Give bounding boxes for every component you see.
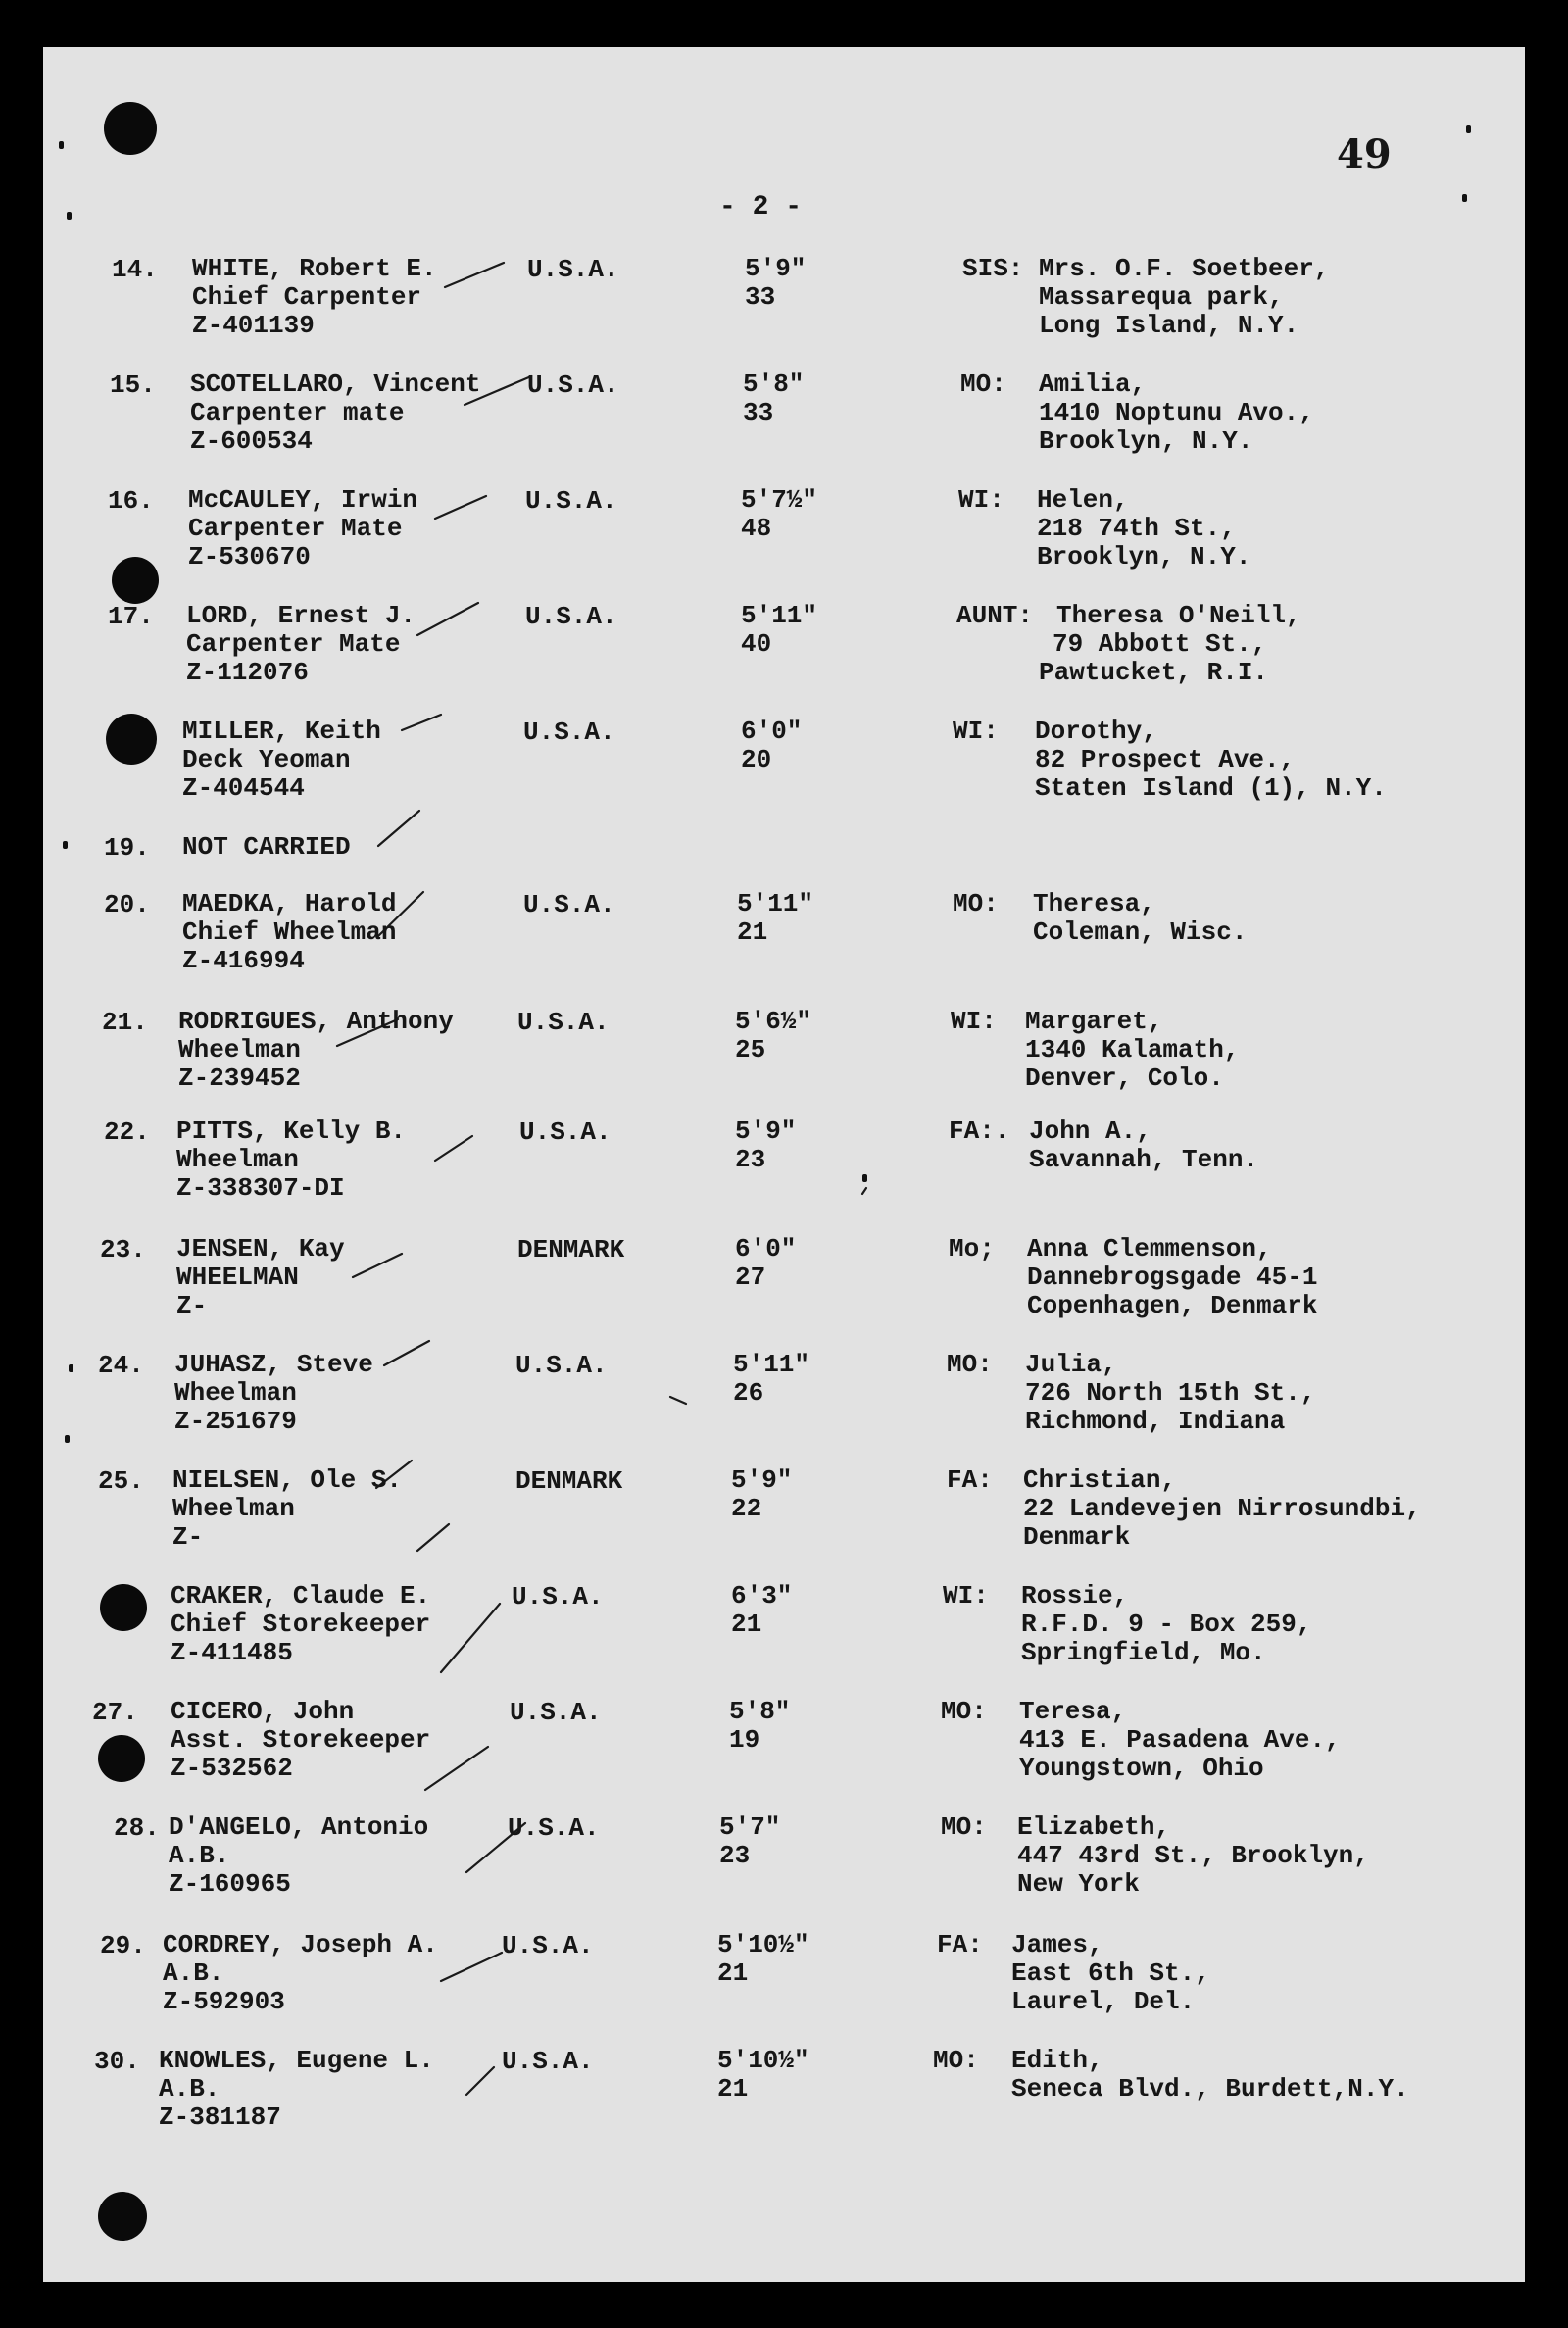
crew-name: PITTS, Kelly B. (176, 1116, 407, 1146)
kin-relation: MO: (947, 1350, 993, 1379)
kin-line: Denver, Colo. (1025, 1064, 1224, 1093)
height: 5'11" (737, 889, 814, 918)
z-number: Z-600534 (190, 426, 313, 456)
kin-line: Theresa O'Neill, (1056, 601, 1301, 630)
crew-name: SCOTELLARO, Vincent (190, 370, 481, 399)
crew-entry (43, 2047, 1525, 2155)
crew-rating: Carpenter Mate (186, 629, 401, 659)
crew-entry (43, 1008, 1525, 1115)
kin-relation: MO: (941, 1697, 987, 1726)
height: 6'0" (735, 1234, 797, 1263)
nationality: U.S.A. (527, 255, 619, 284)
entry-number: 24. (98, 1351, 144, 1380)
kin-line: Youngstown, Ohio (1019, 1754, 1264, 1783)
height: 5'8" (743, 370, 805, 399)
crew-name: KNOWLES, Eugene L. (159, 2046, 434, 2075)
kin-line: 82 Prospect Ave., (1035, 745, 1296, 774)
entry-number: 29. (100, 1931, 146, 1960)
kin-line: Copenhagen, Denmark (1027, 1291, 1318, 1320)
crew-entry (43, 255, 1525, 363)
age: 21 (737, 917, 768, 947)
kin-line: Pawtucket, R.I. (1039, 658, 1269, 687)
crew-rating: Wheelman (172, 1494, 295, 1523)
z-number: Z-112076 (186, 658, 309, 687)
z-number: Z-401139 (192, 311, 315, 340)
kin-line: Springfield, Mo. (1021, 1638, 1266, 1667)
kin-line: Elizabeth, (1017, 1812, 1171, 1842)
height: 5'8" (729, 1697, 791, 1726)
kin-line: Margaret, (1025, 1007, 1163, 1036)
entry-number: 27. (92, 1698, 138, 1727)
crew-entry (43, 371, 1525, 478)
age: 33 (745, 282, 776, 312)
crew-name: MILLER, Keith (182, 717, 381, 746)
z-number: Z-530670 (188, 542, 311, 571)
nationality: DENMARK (517, 1235, 625, 1264)
ink-speck (59, 141, 64, 149)
kin-line: 79 Abbott St., (1053, 629, 1267, 659)
age: 27 (735, 1263, 766, 1292)
kin-relation: Mo; (949, 1234, 995, 1263)
kin-line: Edith, (1011, 2046, 1103, 2075)
crew-entry (43, 1813, 1525, 1921)
kin-line: East 6th St., (1011, 1958, 1210, 1988)
crew-rating: Asst. Storekeeper (171, 1725, 431, 1755)
z-number: Z- (172, 1522, 204, 1552)
entry-number: 16. (108, 486, 154, 516)
kin-relation: SIS: (962, 254, 1024, 283)
nationality: U.S.A. (525, 486, 617, 516)
nationality: U.S.A. (510, 1698, 602, 1727)
kin-relation: FA:. (949, 1116, 1010, 1146)
height: 5'9" (745, 254, 807, 283)
page-label: - 2 - (719, 192, 803, 223)
height: 5'11" (741, 601, 818, 630)
document-page (43, 47, 1525, 2282)
nationality: U.S.A. (508, 1813, 600, 1843)
entry-number: 19. (104, 833, 150, 863)
kin-line: Christian, (1023, 1465, 1177, 1495)
kin-line: Long Island, N.Y. (1039, 311, 1299, 340)
kin-line: Massarequa park, (1039, 282, 1284, 312)
entry-number: 17. (108, 602, 154, 631)
crew-entry (43, 1117, 1525, 1225)
crew-rating: A.B. (159, 2074, 220, 2104)
height: 5'10½" (717, 1930, 809, 1959)
kin-relation: MO: (953, 889, 999, 918)
kin-line: Brooklyn, N.Y. (1037, 542, 1251, 571)
punch-hole (104, 102, 157, 155)
crew-rating: A.B. (163, 1958, 224, 1988)
z-number: Z- (176, 1291, 208, 1320)
nationality: U.S.A. (527, 371, 619, 400)
height: 6'0" (741, 717, 803, 746)
age: 19 (729, 1725, 760, 1755)
z-number: Z-338307-DI (176, 1173, 345, 1203)
kin-relation: MO: (933, 2046, 979, 2075)
crew-name: JUHASZ, Steve (174, 1350, 373, 1379)
z-number: Z-251679 (174, 1407, 297, 1436)
kin-line: Amilia, (1039, 370, 1147, 399)
kin-line: Anna Clemmenson, (1027, 1234, 1272, 1263)
kin-relation: AUNT: (956, 601, 1034, 630)
z-number: Z-381187 (159, 2103, 281, 2132)
z-number: Z-411485 (171, 1638, 293, 1667)
ink-speck (1462, 194, 1467, 202)
age: 48 (741, 514, 772, 543)
kin-line: 447 43rd St., Brooklyn, (1017, 1841, 1369, 1870)
crew-entry (43, 890, 1525, 998)
entry-number: 23. (100, 1235, 146, 1264)
height: 5'7½" (741, 485, 818, 515)
kin-relation: FA: (937, 1930, 983, 1959)
kin-relation: WI: (951, 1007, 997, 1036)
nationality: U.S.A. (523, 718, 615, 747)
nationality: U.S.A. (502, 2047, 594, 2076)
crew-entry (43, 602, 1525, 710)
crew-name: NIELSEN, Ole S. (172, 1465, 403, 1495)
crew-name: CORDREY, Joseph A. (163, 1930, 438, 1959)
crew-rating: Carpenter mate (190, 398, 405, 427)
crew-rating: Chief Carpenter (192, 282, 422, 312)
kin-line: 22 Landevejen Nirrosundbi, (1023, 1494, 1421, 1523)
ink-speck (1466, 125, 1471, 133)
page-number: 49 (1337, 131, 1392, 177)
crew-name: NOT CARRIED (182, 832, 351, 862)
crew-name: LORD, Ernest J. (186, 601, 416, 630)
kin-relation: MO: (941, 1812, 987, 1842)
crew-rating: Carpenter Mate (188, 514, 403, 543)
kin-line: 413 E. Pasadena Ave., (1019, 1725, 1341, 1755)
height: 5'9" (735, 1116, 797, 1146)
age: 40 (741, 629, 772, 659)
age: 21 (731, 1610, 762, 1639)
crew-name: MAEDKA, Harold (182, 889, 397, 918)
crew-rating: A.B. (169, 1841, 230, 1870)
entry-number: 21. (102, 1008, 148, 1037)
height: 5'6½" (735, 1007, 812, 1036)
crew-rating: Wheelman (176, 1145, 299, 1174)
crew-name: CRAKER, Claude E. (171, 1581, 431, 1610)
crew-entry (43, 1235, 1525, 1343)
kin-line: 218 74th St., (1037, 514, 1236, 543)
nationality: U.S.A. (519, 1117, 612, 1147)
age: 21 (717, 1958, 749, 1988)
crew-entry (43, 718, 1525, 825)
nationality: DENMARK (515, 1466, 623, 1496)
age: 21 (717, 2074, 749, 2104)
crew-entry (43, 1466, 1525, 1574)
nationality: U.S.A. (525, 602, 617, 631)
crew-rating: Wheelman (178, 1035, 301, 1065)
entry-number (96, 1582, 142, 1611)
kin-line: James, (1011, 1930, 1103, 1959)
age: 23 (735, 1145, 766, 1174)
crew-entry (43, 1582, 1525, 1690)
kin-relation: FA: (947, 1465, 993, 1495)
kin-line: Theresa, (1033, 889, 1155, 918)
crew-rating: Chief Storekeeper (171, 1610, 431, 1639)
age: 23 (719, 1841, 751, 1870)
age: 33 (743, 398, 774, 427)
kin-line: Teresa, (1019, 1697, 1127, 1726)
nationality: U.S.A. (517, 1008, 610, 1037)
age: 26 (733, 1378, 764, 1408)
z-number: Z-239452 (178, 1064, 301, 1093)
kin-line: Dannebrogsgade 45-1 (1027, 1263, 1318, 1292)
entry-number: 25. (98, 1466, 144, 1496)
kin-line: John A., (1029, 1116, 1152, 1146)
kin-line: Rossie, (1021, 1581, 1129, 1610)
kin-line: Julia, (1025, 1350, 1117, 1379)
nationality: U.S.A. (523, 890, 615, 919)
entry-number: 28. (114, 1813, 160, 1843)
entry-number: 14. (112, 255, 158, 284)
kin-relation: WI: (958, 485, 1004, 515)
kin-line: New York (1017, 1869, 1140, 1899)
age: 20 (741, 745, 772, 774)
height: 5'7" (719, 1812, 781, 1842)
crew-entry (43, 486, 1525, 594)
crew-entry (43, 1698, 1525, 1806)
height: 5'9" (731, 1465, 793, 1495)
kin-line: Coleman, Wisc. (1033, 917, 1248, 947)
ink-speck (67, 212, 72, 220)
crew-rating: Deck Yeoman (182, 745, 351, 774)
crew-name: JENSEN, Kay (176, 1234, 345, 1263)
crew-name: CICERO, John (171, 1697, 355, 1726)
crew-entry (43, 1351, 1525, 1459)
crew-rating: Wheelman (174, 1378, 297, 1408)
kin-line: Denmark (1023, 1522, 1131, 1552)
kin-line: Helen, (1037, 485, 1129, 515)
crew-rating: Chief Wheelman (182, 917, 397, 947)
kin-line: Laurel, Del. (1011, 1987, 1196, 2016)
nationality: U.S.A. (515, 1351, 608, 1380)
nationality: U.S.A. (512, 1582, 604, 1611)
height: 5'11" (733, 1350, 810, 1379)
crew-name: WHITE, Robert E. (192, 254, 437, 283)
kin-relation: WI: (943, 1581, 989, 1610)
z-number: Z-160965 (169, 1869, 291, 1899)
kin-line: 1410 Noptunu Avo., (1039, 398, 1314, 427)
crew-name: D'ANGELO, Antonio (169, 1812, 429, 1842)
kin-line: Seneca Blvd., Burdett,N.Y. (1011, 2074, 1409, 2104)
kin-line: 726 North 15th St., (1025, 1378, 1316, 1408)
crew-name: RODRIGUES, Anthony (178, 1007, 454, 1036)
age: 22 (731, 1494, 762, 1523)
entry-number: 22. (104, 1117, 150, 1147)
crew-name: McCAULEY, Irwin (188, 485, 418, 515)
crew-rating: WHEELMAN (176, 1263, 299, 1292)
entry-number: 20. (104, 890, 150, 919)
kin-relation: MO: (960, 370, 1006, 399)
kin-line: Brooklyn, N.Y. (1039, 426, 1253, 456)
entry-number (106, 718, 152, 747)
kin-line: Dorothy, (1035, 717, 1157, 746)
kin-line: Mrs. O.F. Soetbeer, (1039, 254, 1330, 283)
kin-line: Savannah, Tenn. (1029, 1145, 1259, 1174)
entry-number: 30. (94, 2047, 140, 2076)
height: 6'3" (731, 1581, 793, 1610)
z-number: Z-532562 (171, 1754, 293, 1783)
z-number: Z-416994 (182, 946, 305, 975)
nationality: U.S.A. (502, 1931, 594, 1960)
kin-line: Staten Island (1), N.Y. (1035, 773, 1387, 803)
entry-number: 15. (110, 371, 156, 400)
kin-line: R.F.D. 9 - Box 259, (1021, 1610, 1312, 1639)
z-number: Z-404544 (182, 773, 305, 803)
z-number: Z-592903 (163, 1987, 285, 2016)
crew-entry (43, 1931, 1525, 2039)
kin-line: 1340 Kalamath, (1025, 1035, 1240, 1065)
kin-relation: WI: (953, 717, 999, 746)
punch-hole (98, 2192, 147, 2241)
age: 25 (735, 1035, 766, 1065)
kin-line: Richmond, Indiana (1025, 1407, 1286, 1436)
height: 5'10½" (717, 2046, 809, 2075)
